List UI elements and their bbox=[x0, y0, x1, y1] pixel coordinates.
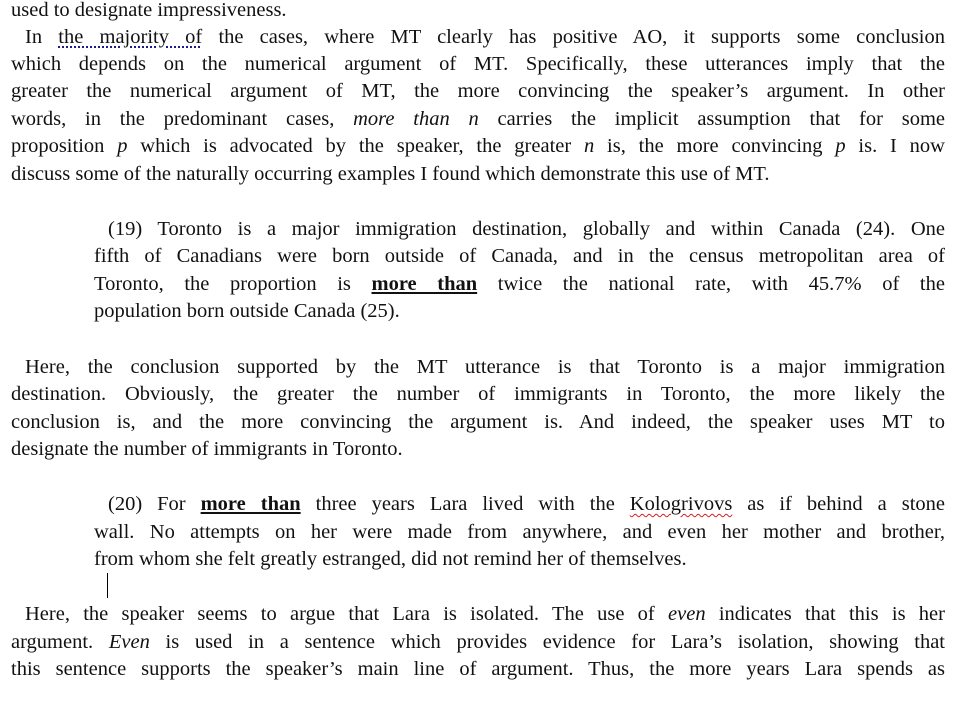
text-run: Here, the speaker seems to argue that Lara is isolated. The use of bbox=[25, 603, 669, 625]
text-line bbox=[11, 628, 945, 656]
text-cursor bbox=[107, 573, 108, 598]
text-line bbox=[11, 77, 945, 105]
text-run: conclusion is, and the more convincing the argument is. And indeed, the speaker uses MT to bbox=[11, 411, 945, 433]
text-run: indicates that this is her bbox=[705, 603, 945, 625]
example-20-line bbox=[94, 518, 945, 546]
italic-variable: p bbox=[835, 135, 846, 157]
text-run: used to designate impressiveness. bbox=[11, 0, 287, 21]
text-line bbox=[11, 105, 945, 133]
text-run: designate the number of immigrants in Toronto. bbox=[11, 438, 403, 460]
spelling-flag-text[interactable]: Kologrivovs bbox=[629, 493, 733, 515]
text-run: discuss some of the naturally occurring examples I found which demonstrate this use of MT. bbox=[11, 163, 770, 185]
text-run: the cases, where MT clearly has positive AO, it supports some conclusion bbox=[202, 26, 945, 48]
italic-variable: n bbox=[584, 135, 595, 157]
text-line bbox=[11, 132, 945, 160]
text-run: Toronto, the proportion is bbox=[94, 273, 372, 295]
text-run: twice the national rate, with 45.7% of the bbox=[477, 273, 945, 295]
text-run: fifth of Canadians were born outside of Canada, and in the census metropolitan area of bbox=[94, 245, 945, 267]
text-line bbox=[25, 353, 945, 381]
text-run: three years Lara lived with the bbox=[300, 493, 630, 515]
text-line bbox=[11, 655, 945, 683]
text-line bbox=[25, 23, 945, 51]
text-run: wall. No attempts on her were made from anywhere, and even her mother and brother, bbox=[94, 521, 945, 543]
example-20-line bbox=[108, 490, 945, 518]
bold-underlined-phrase: more than bbox=[200, 493, 301, 515]
text-run: destination. Obviously, the greater the number of immigrants in Toronto, the more likely the bbox=[11, 383, 945, 405]
example-19-line bbox=[94, 270, 945, 298]
text-run: from whom she felt greatly estranged, did not remind her of themselves. bbox=[94, 548, 687, 570]
text-line bbox=[11, 160, 945, 188]
text-run: this sentence supports the speaker’s main line of argument. Thus, the more years Lara spends as bbox=[11, 658, 945, 680]
text-run: greater the numerical argument of MT, the more convincing the speaker’s argument. In other bbox=[11, 80, 945, 102]
text-run: In bbox=[25, 26, 59, 48]
text-run: proposition bbox=[11, 135, 118, 157]
text-line bbox=[11, 408, 945, 436]
italic-word: Even bbox=[108, 631, 150, 653]
example-19-line bbox=[94, 297, 945, 325]
example-20-line bbox=[94, 545, 945, 573]
text-line bbox=[11, 435, 945, 463]
text-run: words, in the predominant cases, bbox=[11, 108, 354, 130]
example-19-line bbox=[108, 215, 945, 243]
italic-phrase: more than n bbox=[353, 108, 479, 130]
text-line bbox=[11, 0, 945, 24]
text-run: which depends on the numerical argument of MT. Specifically, these utterances imply that the bbox=[11, 53, 945, 75]
text-run: (20) For bbox=[108, 493, 201, 515]
example-19-line bbox=[94, 242, 945, 270]
text-run: is. I now bbox=[845, 135, 945, 157]
text-line bbox=[25, 600, 945, 628]
text-run: is, the more convincing bbox=[594, 135, 836, 157]
text-line bbox=[11, 380, 945, 408]
italic-word: even bbox=[668, 603, 706, 625]
text-run: (19) Toronto is a major immigration destination, globally and within Canada (24). One bbox=[108, 218, 945, 240]
text-line bbox=[11, 50, 945, 78]
text-run: argument. bbox=[11, 631, 109, 653]
text-run: Here, the conclusion supported by the MT utterance is that Toronto is a major immigration bbox=[25, 356, 945, 378]
text-run: which is advocated by the speaker, the greater bbox=[127, 135, 584, 157]
text-run: carries the implicit assumption that for some bbox=[478, 108, 945, 130]
text-run: is used in a sentence which provides evidence for Lara’s isolation, showing that bbox=[149, 631, 945, 653]
text-run: population born outside Canada (25). bbox=[94, 300, 400, 322]
grammar-flag-text[interactable]: the majority of bbox=[58, 26, 203, 48]
text-run: as if behind a stone bbox=[732, 493, 945, 515]
bold-underlined-phrase: more than bbox=[371, 273, 478, 295]
italic-variable: p bbox=[117, 135, 128, 157]
